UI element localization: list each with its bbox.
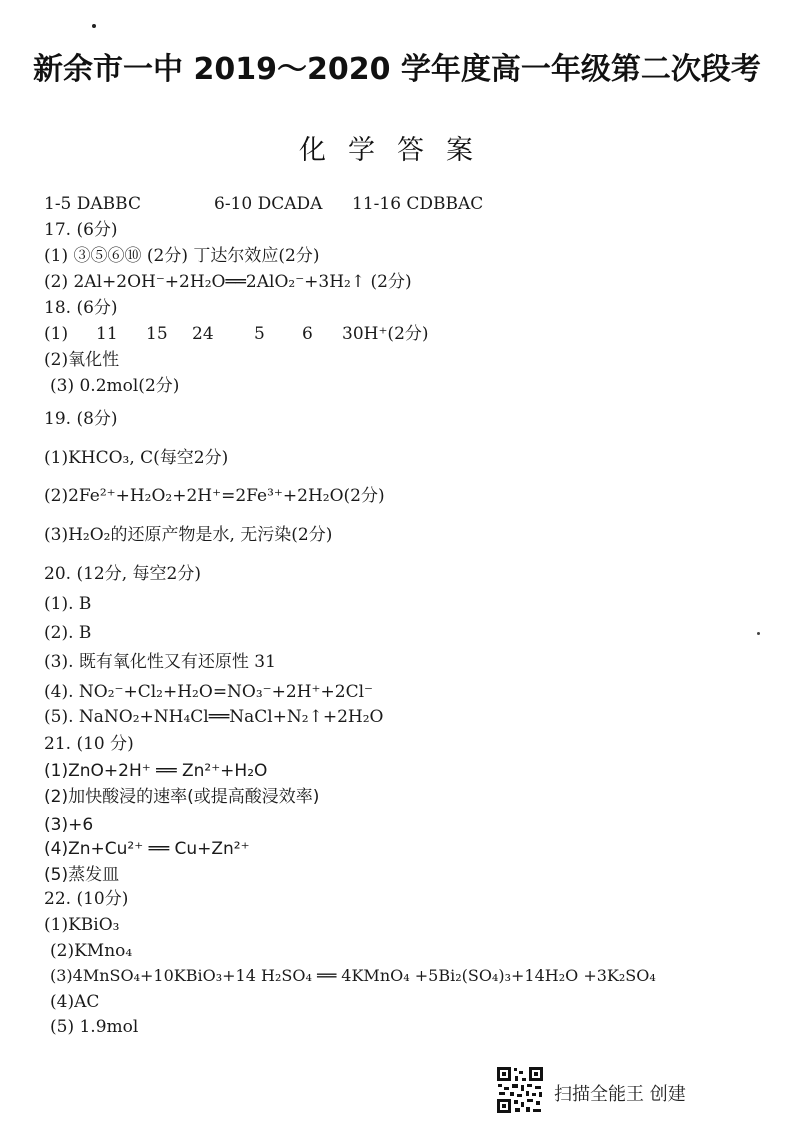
q20-heading: 20. (12分, 每空2分) <box>44 564 201 584</box>
qr-code-icon <box>496 1066 544 1114</box>
page-title: 新余市一中 2019～2020 学年度高一年级第二次段考 <box>33 52 761 87</box>
q19-answer-1: (1)KHCO₃, C(每空2分) <box>44 448 229 468</box>
scanner-watermark: 扫描全能王 创建 <box>554 1084 686 1105</box>
q21-answer-1: (1)ZnO+2H⁺ ══ Zn²⁺+H₂O <box>44 761 268 781</box>
q22-answer-4: (4)AC <box>50 992 100 1012</box>
q18-label: (1) <box>44 324 69 344</box>
q18-value: 11 <box>96 324 118 344</box>
q21-heading: 21. (10 分) <box>44 734 134 754</box>
q18-heading: 18. (6分) <box>44 298 118 318</box>
q17-heading: 17. (6分) <box>44 220 118 240</box>
q21-answer-5: (5)蒸发皿 <box>44 865 120 885</box>
q22-answer-2: (2)KMno₄ <box>50 941 133 961</box>
q19-answer-2: (2)2Fe²⁺+H₂O₂+2H⁺=2Fe³⁺+2H₂O(2分) <box>44 486 385 506</box>
mc-answers-6-10: 6-10 DCADA <box>214 194 323 214</box>
q19-heading: 19. (8分) <box>44 409 118 429</box>
q17-answer-1: (1) ③⑤⑥⑩ (2分) 丁达尔效应(2分) <box>44 246 320 266</box>
q18-value: 5 <box>254 324 265 344</box>
q18-value: 6 <box>302 324 313 344</box>
q19-answer-3: (3)H₂O₂的还原产物是水, 无污染(2分) <box>44 525 333 545</box>
q17-answer-2: (2) 2Al+2OH⁻+2H₂O══2AlO₂⁻+3H₂↑ (2分) <box>44 272 412 292</box>
mc-answers-11-16: 11-16 CDBBAC <box>352 194 484 214</box>
q18-answer-1 <box>44 323 504 345</box>
ink-dot <box>757 632 760 635</box>
page-subtitle: 化学答案 <box>299 135 495 166</box>
q18-answer-2: (2)氧化性 <box>44 350 120 370</box>
q20-answer-5: (5). NaNO₂+NH₄Cl══NaCl+N₂↑+2H₂O <box>44 707 384 727</box>
q21-answer-4: (4)Zn+Cu²⁺ ══ Cu+Zn²⁺ <box>44 839 250 859</box>
q20-answer-4: (4). NO₂⁻+Cl₂+H₂O=NO₃⁻+2H⁺+2Cl⁻ <box>44 682 373 702</box>
q18-value: 15 <box>146 324 168 344</box>
q22-answer-3: (3)4MnSO₄+10KBiO₃+14 H₂SO₄ ══ 4KMnO₄ +5Bi₂(SO₄)₃+14H₂O +3K₂SO₄ <box>50 966 656 985</box>
q21-answer-3: (3)+6 <box>44 815 94 835</box>
q20-answer-1: (1). B <box>44 594 92 614</box>
q22-answer-5: (5) 1.9mol <box>50 1017 139 1037</box>
q22-heading: 22. (10分) <box>44 889 129 909</box>
q20-answer-3: (3). 既有氧化性又有还原性 31 <box>44 652 276 672</box>
q18-value: 24 <box>192 324 214 344</box>
q20-answer-2: (2). B <box>44 623 92 643</box>
q18-value: 30H⁺(2分) <box>342 324 429 344</box>
q18-answer-3: (3) 0.2mol(2分) <box>50 376 180 396</box>
ink-dot <box>92 24 96 28</box>
q22-answer-1: (1)KBiO₃ <box>44 915 120 935</box>
mc-answers-1-5: 1-5 DABBC <box>44 194 141 214</box>
q21-answer-2: (2)加快酸浸的速率(或提高酸浸效率) <box>44 787 320 807</box>
